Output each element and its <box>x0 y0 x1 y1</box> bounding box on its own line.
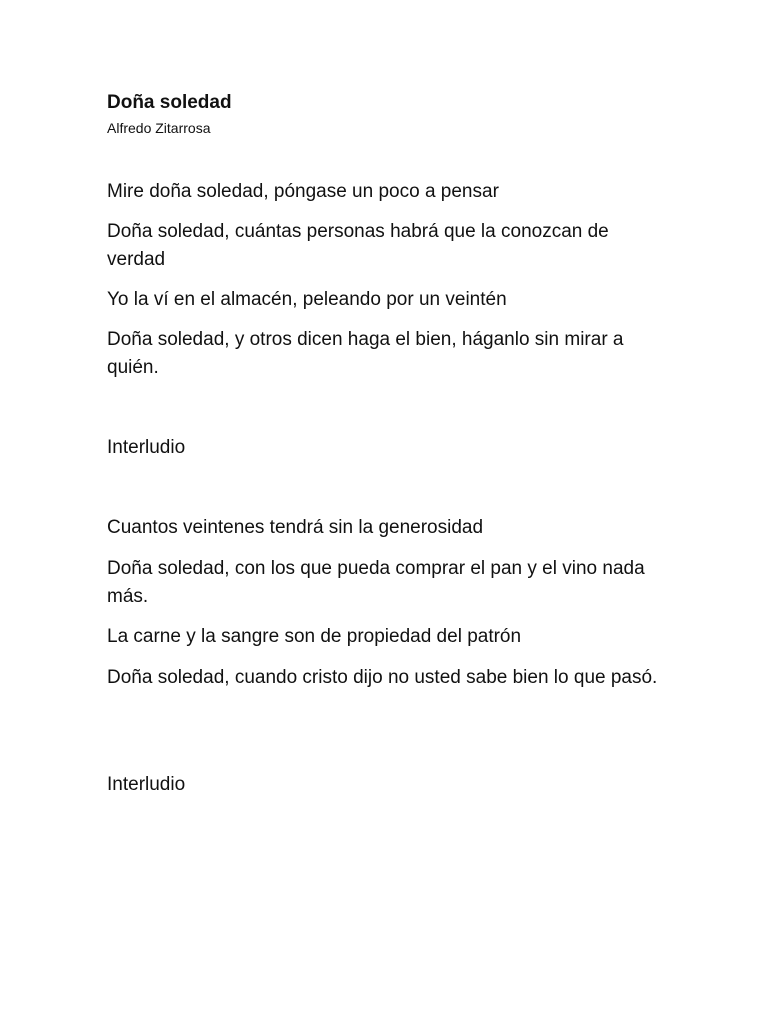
lyric-line: Doña soledad, cuando cristo dijo no usted sabe bien lo que pasó. <box>107 667 658 688</box>
song-title: Doña soledad <box>107 92 232 113</box>
lyric-line: Cuantos veintenes tendrá sin la generosidad <box>107 517 484 538</box>
lyric-line: La carne y la sangre son de propiedad del patrón <box>107 626 522 647</box>
lyric-line: Doña soledad, cuántas personas habrá que la conozcan de verdad <box>107 221 609 270</box>
interlude-label: Interludio <box>107 774 186 795</box>
lyric-line: Doña soledad, con los que pueda comprar el pan y el vino nada más. <box>107 558 645 607</box>
lyric-line: Mire doña soledad, póngase un poco a pensar <box>107 181 499 202</box>
interlude-label: Interludio <box>107 437 186 458</box>
song-author: Alfredo Zitarrosa <box>107 120 211 136</box>
lyric-line: Yo la ví en el almacén, peleando por un veintén <box>107 289 507 310</box>
lyric-line: Doña soledad, y otros dicen haga el bien, háganlo sin mirar a quién. <box>107 329 624 378</box>
